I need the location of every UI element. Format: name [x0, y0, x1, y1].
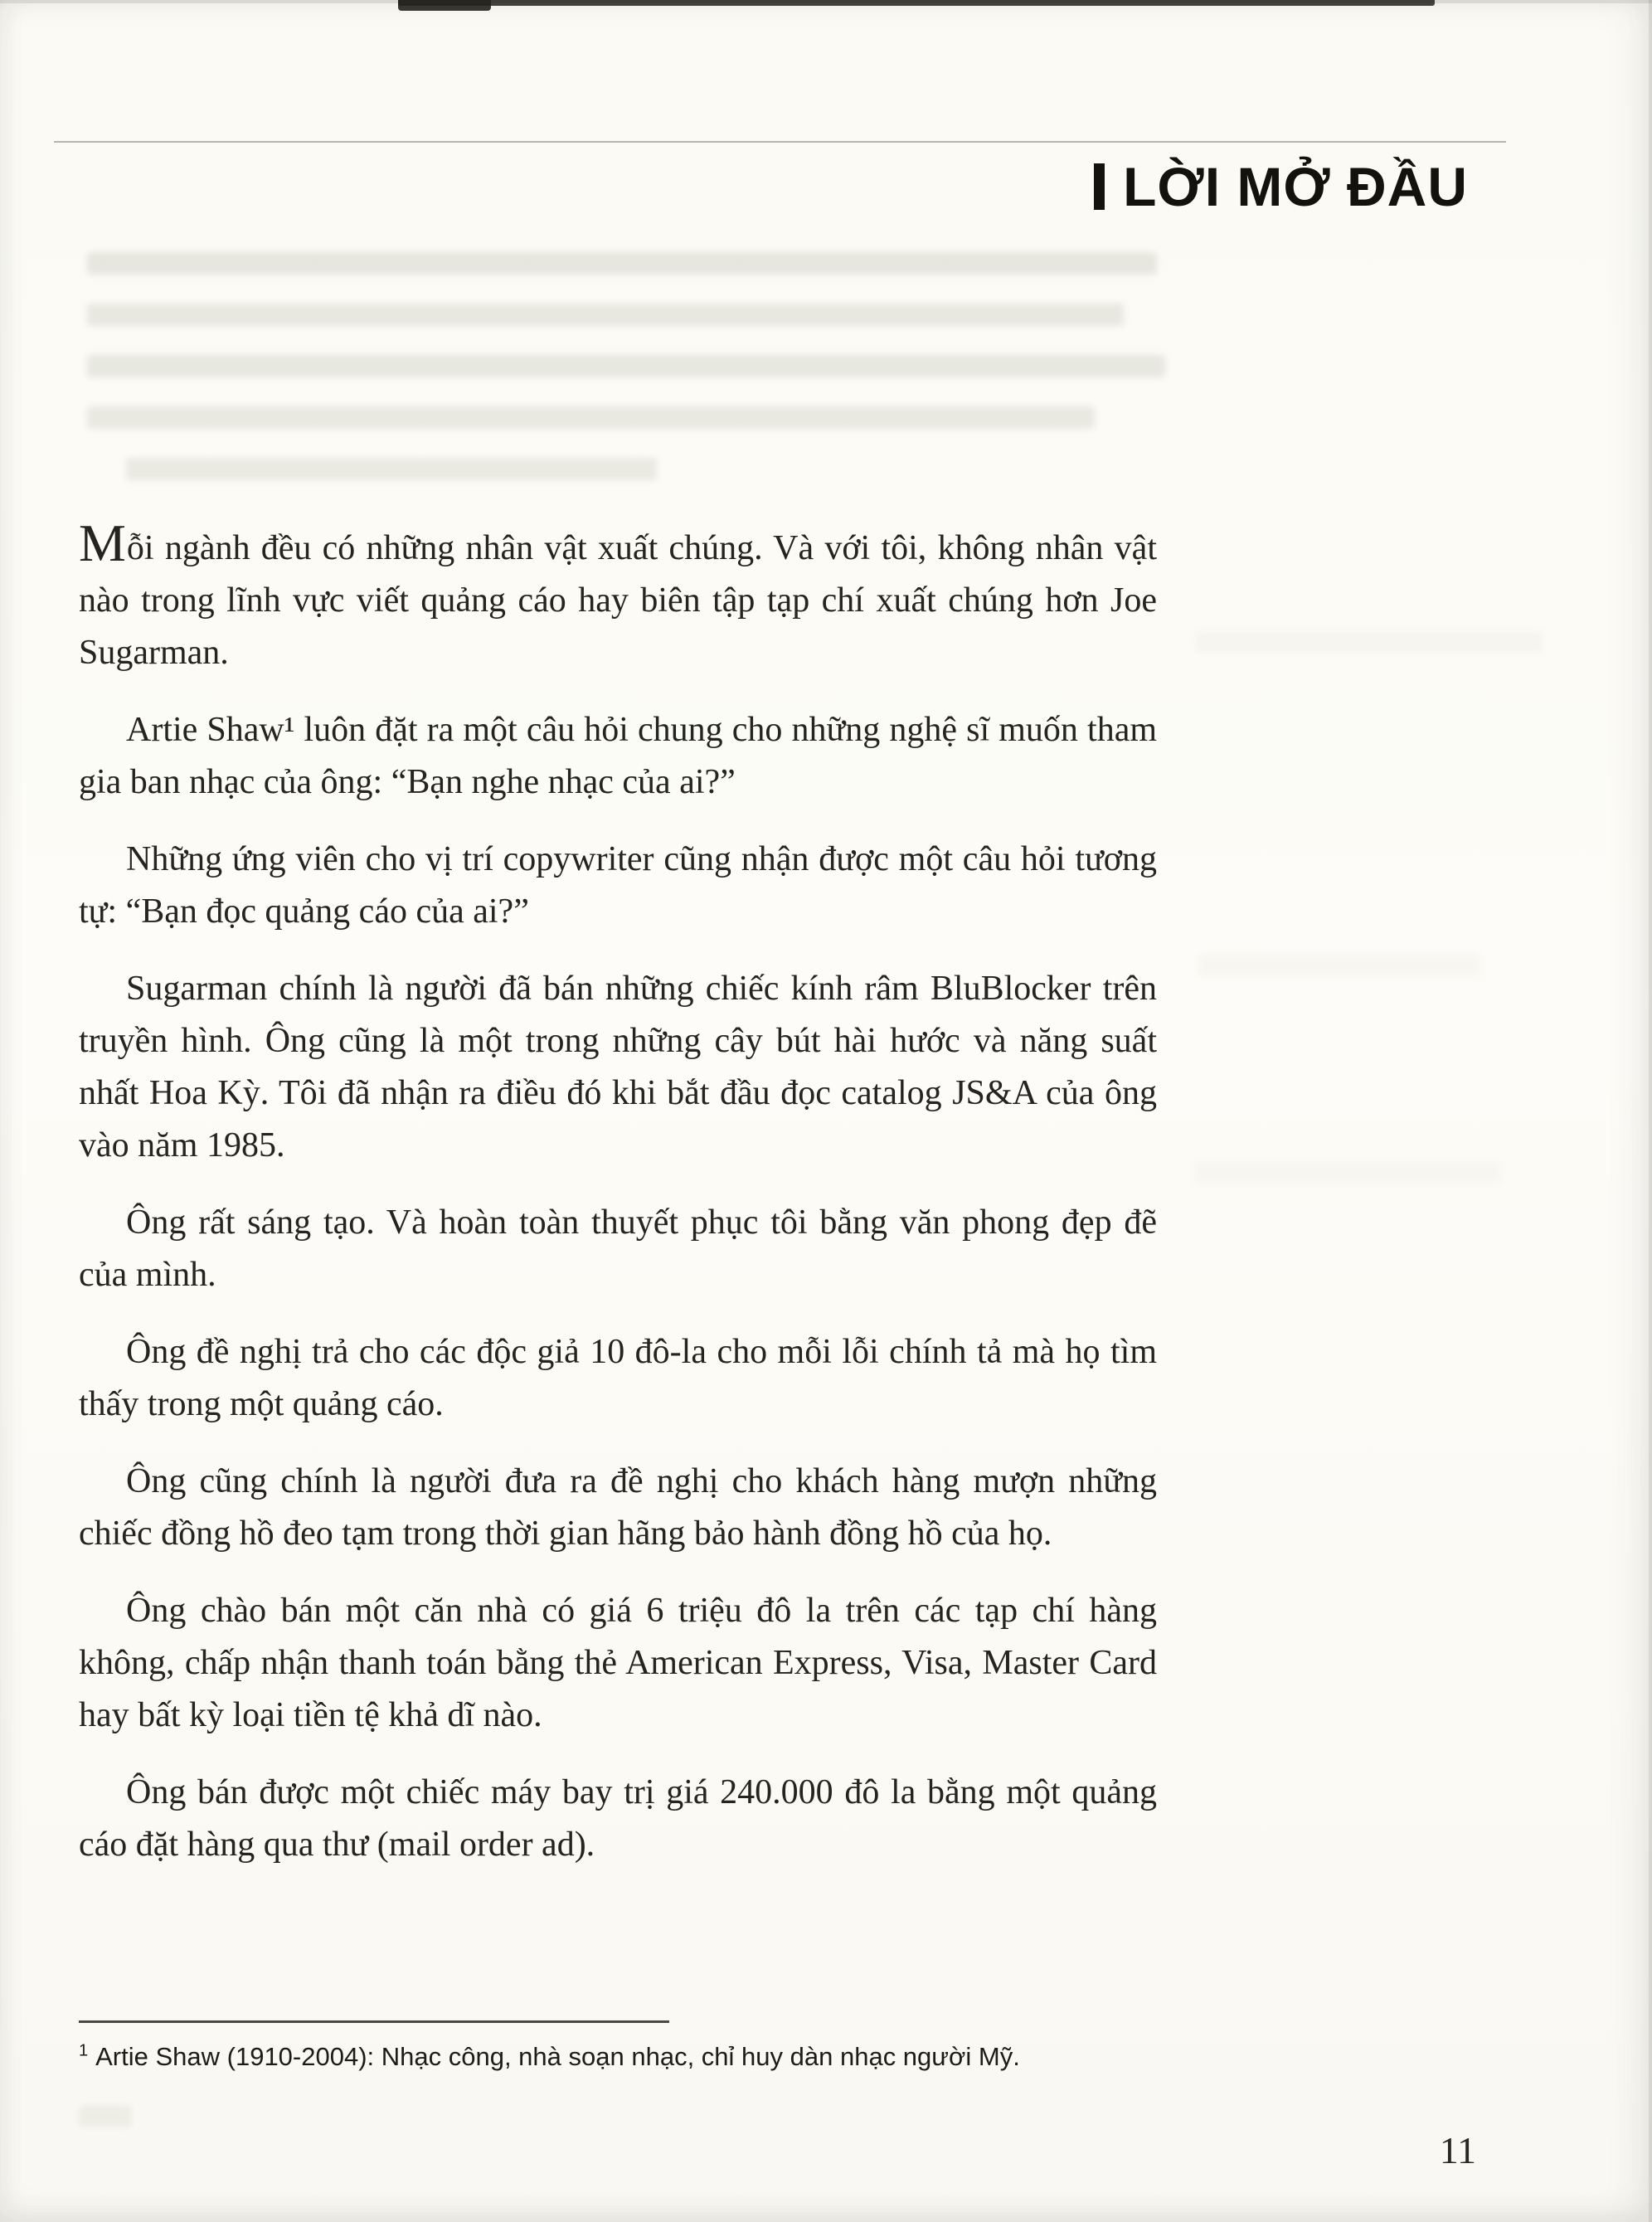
bleed-through-line	[126, 458, 657, 480]
page-number: 11	[1439, 2129, 1476, 2171]
bleed-through-line	[87, 304, 1124, 326]
paragraph-3: Những ứng viên cho vị trí copywriter cũng nhận được một câu hỏi tương tự: “Bạn đọc quảng cáo của ai?”	[79, 840, 1157, 931]
body-text	[79, 513, 1157, 1896]
footnote-rule	[79, 2020, 669, 2023]
scan-artifact	[398, 0, 1435, 6]
header-rule	[54, 141, 1506, 143]
scan-artifact	[398, 0, 491, 11]
paragraph-9: Ông bán được một chiếc máy bay trị giá 240.000 đô la bằng một quảng cáo đặt hàng qua thư (mail order ad).	[79, 1773, 1157, 1864]
paragraph-6: Ông đề nghị trả cho các độc giả 10 đô-la cho mỗi lỗi chính tả mà họ tìm thấy trong một quảng cáo.	[79, 1333, 1157, 1423]
paragraph-2: Artie Shaw¹ luôn đặt ra một câu hỏi chung cho những nghệ sĩ muốn tham gia ban nhạc của ông: “Bạn nghe nhạc của ai?”	[79, 711, 1157, 801]
paragraph-8: Ông chào bán một căn nhà có giá 6 triệu đô la trên các tạp chí hàng không, chấp nhận thanh toán bằng thẻ American Express, Visa, Master Card hay bất kỳ loại tiền tệ khả dĩ nào.	[79, 1592, 1157, 1734]
paragraph-1-text: ỗi ngành đều có những nhân vật xuất chúng. Và với tôi, không nhân vật nào trong lĩnh vực viết quảng cáo hay biên tập tạp chí xuất chúng hơn Joe Sugarman.	[79, 529, 1157, 672]
paragraph-5: Ông rất sáng tạo. Và hoàn toàn thuyết phục tôi bằng văn phong đẹp đẽ của mình.	[79, 1203, 1157, 1294]
bleed-through-line	[87, 406, 1095, 429]
bleed-through-line	[1194, 630, 1543, 653]
chapter-header	[1094, 156, 1468, 217]
footnote	[79, 2039, 1323, 2075]
chapter-title: LỜI MỞ ĐẦU	[1123, 156, 1468, 217]
bleed-through-line	[87, 252, 1157, 275]
paragraph-1	[79, 513, 1157, 679]
footnote-text: Artie Shaw (1910-2004): Nhạc công, nhà soạn nhạc, chỉ huy dàn nhạc người Mỹ.	[95, 2042, 1020, 2071]
bleed-through-line	[1194, 1161, 1501, 1184]
footnote-marker: 1	[79, 2041, 89, 2060]
bleed-through-line	[79, 2105, 132, 2127]
chapter-title-accent-bar	[1094, 163, 1105, 210]
drop-cap: M	[79, 513, 127, 572]
bleed-through-line	[1198, 954, 1480, 976]
bleed-through-line	[87, 355, 1165, 377]
paragraph-7: Ông cũng chính là người đưa ra đề nghị cho khách hàng mượn những chiếc đồng hồ đeo tạm trong thời gian hãng bảo hành đồng hồ của họ.	[79, 1462, 1157, 1553]
paragraph-4: Sugarman chính là người đã bán những chiếc kính râm BluBlocker trên truyền hình. Ông cũng là một trong những cây bút hài hước và năng suất nhất Hoa Kỳ. Tôi đã nhận ra điều đó khi bắt đầu đọc catalog JS&A của ông vào năm 1985.	[79, 970, 1157, 1164]
